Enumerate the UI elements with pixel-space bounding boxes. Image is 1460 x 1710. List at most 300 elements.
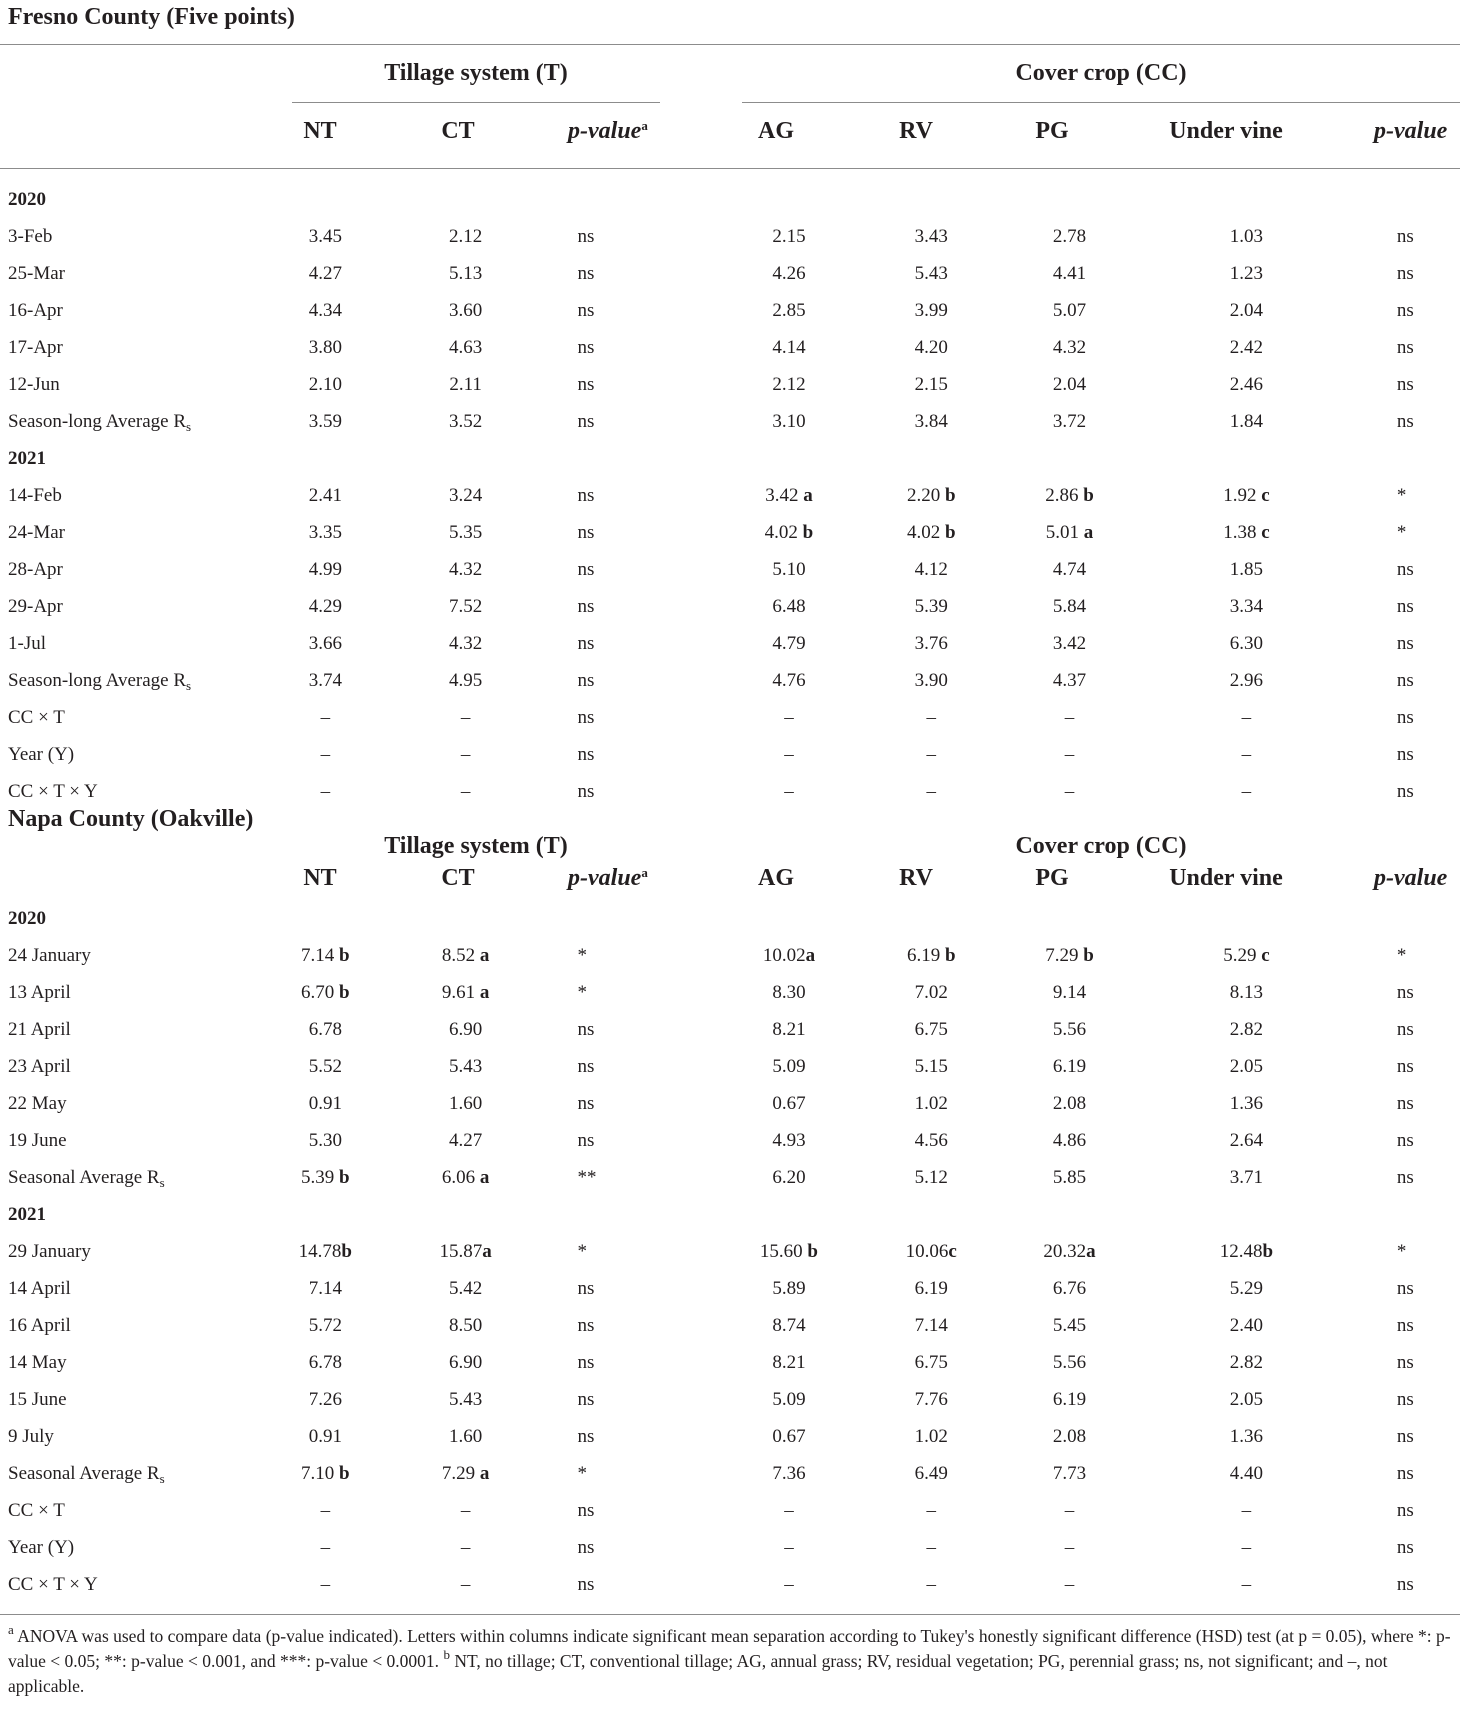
significance-letter: a xyxy=(479,1167,490,1188)
significance-letter: a xyxy=(479,945,490,966)
table-row xyxy=(0,662,1460,699)
cell-tp: ns xyxy=(577,1056,595,1077)
cell-ag: – xyxy=(784,1574,794,1595)
napa-cover-crop-group-header: Cover crop (CC) xyxy=(1015,833,1187,859)
cell-ct: 2.12 xyxy=(449,226,483,247)
table-row xyxy=(0,1307,1460,1344)
table-row xyxy=(0,514,1460,551)
cell-nt: 2.10 xyxy=(308,374,342,395)
cell-ct: 5.43 xyxy=(449,1389,483,1410)
significance-letter: b xyxy=(339,1167,350,1188)
year-row xyxy=(0,900,1460,937)
cell-rv: 3.76 xyxy=(914,633,948,654)
table-row xyxy=(0,551,1460,588)
cell-ct: 7.29 a xyxy=(441,1463,490,1484)
cell-cp: ns xyxy=(1396,982,1414,1003)
cell-tp: ns xyxy=(577,522,595,543)
napa-tillage-group-header: Tillage system (T) xyxy=(384,833,568,859)
cell-pg: 2.78 xyxy=(1052,226,1087,247)
cell-uv: 1.85 xyxy=(1229,559,1264,580)
cell-pg: 2.04 xyxy=(1052,374,1087,395)
cell-nt: 5.39 b xyxy=(301,1167,350,1188)
cell-tp: ns xyxy=(577,596,595,617)
row-label: 17-Apr xyxy=(8,337,63,358)
cell-ag: 8.30 xyxy=(772,982,806,1003)
cell-tp: ns xyxy=(577,781,595,802)
cell-pg: 5.84 xyxy=(1052,596,1087,617)
row-label: 22 May xyxy=(8,1093,67,1114)
cell-uv: 2.82 xyxy=(1229,1352,1264,1373)
significance-letter: b xyxy=(1262,1241,1274,1262)
napa-col-ag-header: AG xyxy=(758,865,794,891)
cell-ct: – xyxy=(460,1537,471,1558)
cell-uv: 1.03 xyxy=(1229,226,1264,247)
cell-ag: 0.67 xyxy=(772,1093,806,1114)
cell-nt: 14.78b xyxy=(298,1241,352,1262)
cell-nt: 5.30 xyxy=(308,1130,342,1151)
row-label: Season-long Average $R_s$ xyxy=(8,411,192,434)
significance-letter: c xyxy=(948,1241,957,1262)
cell-cp: * xyxy=(1396,522,1407,543)
table-row xyxy=(0,1566,1460,1603)
cell-pg: 6.19 xyxy=(1052,1056,1087,1077)
cell-tp: ns xyxy=(577,670,595,691)
cell-pg: 4.32 xyxy=(1052,337,1087,358)
cell-cp: ns xyxy=(1396,1500,1414,1521)
cell-ct: 4.27 xyxy=(449,1130,483,1151)
cell-rv: 6.19 xyxy=(914,1278,948,1299)
row-label: 16 April xyxy=(8,1315,71,1336)
significance-letter: a xyxy=(803,485,813,506)
cell-nt: – xyxy=(320,744,331,765)
cell-ag: 8.21 xyxy=(772,1019,806,1040)
cell-ct: 3.60 xyxy=(449,300,483,321)
table-footnote: $^a$ ANOVA was used to compare data (p-value indicated). Letters within columns indicate significant mean separation according to Tukey's honestly significant difference (HSD) test (at p = 0.05), where *: p-value < 0.05; **: p-value < 0.001, and ***: p-value < 0.0001. $^b$ NT, no tillage; CT, conventional tillage; AG, annual grass; RV, residual vegetation; PG, perennial grass; ns, not significant; and –, not applicable. xyxy=(8,1622,1451,1696)
cell-tp: ns xyxy=(577,226,595,247)
cell-tp: ns xyxy=(577,707,595,728)
table-row xyxy=(0,1529,1460,1566)
cell-ct: – xyxy=(460,1500,471,1521)
cell-ag: – xyxy=(784,781,794,802)
cell-ag: 5.89 xyxy=(772,1278,806,1299)
cell-nt: 7.10 b xyxy=(301,1463,350,1484)
header-bottom-rule xyxy=(0,168,1460,169)
cell-rv: 6.75 xyxy=(914,1352,948,1373)
cell-rv: 3.99 xyxy=(914,300,948,321)
cell-cp: ns xyxy=(1396,596,1414,617)
cell-pg: – xyxy=(1064,1537,1075,1558)
cell-ct: 6.90 xyxy=(449,1352,483,1373)
tillage-group-rule xyxy=(292,102,660,103)
cell-pg: 6.19 xyxy=(1052,1389,1087,1410)
cell-rv: 7.02 xyxy=(914,982,948,1003)
cell-ct: 5.35 xyxy=(449,522,483,543)
row-label: Seasonal Average $R_s$ xyxy=(8,1167,165,1190)
cell-rv: – xyxy=(926,1574,937,1595)
table-row xyxy=(0,773,1460,810)
row-label: 25-Mar xyxy=(8,263,65,284)
cell-uv: 1.36 xyxy=(1229,1426,1264,1447)
cell-nt: 0.91 xyxy=(308,1093,342,1114)
cell-tp: ns xyxy=(577,1093,595,1114)
cell-tp: ns xyxy=(577,1315,595,1336)
cell-cp: ns xyxy=(1396,633,1414,654)
significance-letter: b xyxy=(341,1241,352,1262)
cell-uv: 5.29 c xyxy=(1223,945,1270,966)
cell-rv: 4.12 xyxy=(914,559,948,580)
napa-col-pg-header: PG xyxy=(1035,865,1069,891)
table-row xyxy=(0,937,1460,974)
row-label: 24-Mar xyxy=(8,522,65,543)
cell-rv: 1.02 xyxy=(914,1093,948,1114)
cell-ag: 3.10 xyxy=(772,411,806,432)
table-row xyxy=(0,329,1460,366)
cell-nt: 6.78 xyxy=(308,1019,342,1040)
cell-cp: ns xyxy=(1396,1278,1414,1299)
cell-tp: ns xyxy=(577,1352,595,1373)
cell-rv: – xyxy=(926,1500,937,1521)
cell-ag: 2.85 xyxy=(772,300,806,321)
table-row xyxy=(0,1233,1460,1270)
cell-pg: 5.56 xyxy=(1052,1019,1087,1040)
significance-letter: a xyxy=(479,982,490,1003)
cell-pg: 7.29 b xyxy=(1045,945,1094,966)
table-row xyxy=(0,1159,1460,1196)
cell-pg: 3.72 xyxy=(1052,411,1087,432)
cell-nt: 0.91 xyxy=(308,1426,342,1447)
cell-uv: 1.36 xyxy=(1229,1093,1264,1114)
cell-ag: 2.12 xyxy=(772,374,806,395)
cell-tp: ns xyxy=(577,1426,595,1447)
cell-cp: ns xyxy=(1396,337,1414,358)
cell-uv: 2.40 xyxy=(1229,1315,1264,1336)
row-label: 29-Apr xyxy=(8,596,63,617)
significance-letter: b xyxy=(944,945,956,966)
cell-cp: ns xyxy=(1396,1093,1414,1114)
cell-cp: * xyxy=(1396,945,1407,966)
row-label: 14 April xyxy=(8,1278,71,1299)
cell-ag: 4.93 xyxy=(772,1130,806,1151)
col-nt-header: NT xyxy=(303,118,337,144)
cell-ct: – xyxy=(460,781,471,802)
cell-nt: 7.14 b xyxy=(301,945,350,966)
cell-rv: 2.20 b xyxy=(906,485,956,506)
cell-ag: 4.76 xyxy=(772,670,806,691)
row-label: CC × T × Y xyxy=(8,1574,98,1595)
year-label: 2020 xyxy=(8,189,46,210)
cell-ag: 5.09 xyxy=(772,1056,806,1077)
napa-col-cover-pvalue-header: p-value xyxy=(1374,865,1448,891)
cell-cp: ns xyxy=(1396,374,1414,395)
cell-ct: 5.42 xyxy=(449,1278,483,1299)
napa-col-ct-header: CT xyxy=(441,865,475,891)
napa-data-table xyxy=(0,900,1460,1603)
significance-letter: b xyxy=(339,1463,350,1484)
cell-cp: ns xyxy=(1396,1574,1414,1595)
cell-ag: – xyxy=(784,707,794,728)
cell-rv: 5.15 xyxy=(914,1056,948,1077)
cell-ct: 4.32 xyxy=(449,633,483,654)
cell-ct: – xyxy=(460,744,471,765)
table-bottom-rule xyxy=(0,1614,1460,1615)
cell-ag: 4.02 b xyxy=(764,522,814,543)
cell-ag: 10.02a xyxy=(762,945,816,966)
row-label: 23 April xyxy=(8,1056,71,1077)
cell-uv: 6.30 xyxy=(1229,633,1264,654)
cell-tp: ** xyxy=(577,1167,597,1188)
row-label: Year (Y) xyxy=(8,1537,75,1558)
significance-letter: a xyxy=(482,1241,492,1262)
cell-tp: * xyxy=(577,982,587,1003)
significance-letter: a xyxy=(1086,1241,1096,1262)
cell-uv: – xyxy=(1241,744,1252,765)
tillage-group-header: Tillage system (T) xyxy=(384,60,568,86)
cell-uv: 1.92 c xyxy=(1223,485,1270,506)
table-row xyxy=(0,255,1460,292)
cell-cp: ns xyxy=(1396,1352,1414,1373)
cell-tp: ns xyxy=(577,633,595,654)
cell-tp: * xyxy=(577,1463,587,1484)
cell-ag: 5.10 xyxy=(772,559,806,580)
table-row xyxy=(0,625,1460,662)
cell-uv: 3.71 xyxy=(1229,1167,1264,1188)
fresno-data-table xyxy=(0,181,1460,810)
cell-uv: 2.46 xyxy=(1229,374,1264,395)
significance-letter: a xyxy=(1083,522,1094,543)
cell-nt: – xyxy=(320,1500,331,1521)
cell-tp: ns xyxy=(577,1574,595,1595)
cell-uv: – xyxy=(1241,707,1252,728)
cell-rv: 3.43 xyxy=(914,226,948,247)
cell-pg: 4.74 xyxy=(1052,559,1087,580)
table-row xyxy=(0,1455,1460,1492)
napa-col-under-vine-header: Under vine xyxy=(1169,865,1283,891)
cell-tp: ns xyxy=(577,1019,595,1040)
cell-cp: ns xyxy=(1396,744,1414,765)
cell-ct: 3.24 xyxy=(449,485,483,506)
cell-ag: 8.21 xyxy=(772,1352,806,1373)
cell-ag: 6.20 xyxy=(772,1167,806,1188)
row-label: 15 June xyxy=(8,1389,67,1410)
cell-nt: 4.27 xyxy=(308,263,342,284)
cell-rv: 6.19 b xyxy=(906,945,956,966)
cell-nt: 3.74 xyxy=(308,670,342,691)
cell-ct: 15.87a xyxy=(439,1241,492,1262)
napa-col-tillage-pvalue-header: p-value$^a$ xyxy=(568,865,648,891)
cell-pg: – xyxy=(1064,744,1075,765)
row-label: CC × T xyxy=(8,707,65,728)
cell-nt: 6.70 b xyxy=(301,982,350,1003)
cell-uv: – xyxy=(1241,1500,1252,1521)
cell-ag: 4.26 xyxy=(772,263,806,284)
table-row xyxy=(0,1048,1460,1085)
cell-ct: – xyxy=(460,1574,471,1595)
napa-section-title: Napa County (Oakville) xyxy=(8,806,254,832)
cell-tp: ns xyxy=(577,300,595,321)
cell-pg: 4.37 xyxy=(1052,670,1087,691)
cell-tp: ns xyxy=(577,411,595,432)
cell-ct: 7.52 xyxy=(449,596,483,617)
cell-uv: 8.13 xyxy=(1229,982,1264,1003)
cell-uv: – xyxy=(1241,1574,1252,1595)
table-row xyxy=(0,477,1460,514)
cell-ct: 4.32 xyxy=(449,559,483,580)
cell-cp: ns xyxy=(1396,1130,1414,1151)
cell-ag: 4.14 xyxy=(772,337,806,358)
row-label: 19 June xyxy=(8,1130,67,1151)
cell-ag: – xyxy=(784,1500,794,1521)
cell-rv: 5.39 xyxy=(914,596,948,617)
cell-cp: ns xyxy=(1396,1537,1414,1558)
row-label: 9 July xyxy=(8,1426,54,1447)
napa-col-rv-header: RV xyxy=(899,865,933,891)
cell-uv: 3.34 xyxy=(1229,596,1264,617)
cell-nt: 5.52 xyxy=(308,1056,342,1077)
cell-rv: 4.02 b xyxy=(906,522,956,543)
significance-letter: b xyxy=(944,522,956,543)
cell-pg: 9.14 xyxy=(1052,982,1087,1003)
cell-rv: 7.14 xyxy=(914,1315,948,1336)
cell-pg: 4.41 xyxy=(1052,263,1087,284)
cell-cp: ns xyxy=(1396,1056,1414,1077)
cell-uv: 2.82 xyxy=(1229,1019,1264,1040)
cell-tp: ns xyxy=(577,1537,595,1558)
cell-ct: 4.63 xyxy=(449,337,483,358)
cell-cp: ns xyxy=(1396,263,1414,284)
cell-nt: – xyxy=(320,781,331,802)
cell-ag: 5.09 xyxy=(772,1389,806,1410)
cell-pg: – xyxy=(1064,707,1075,728)
table-row xyxy=(0,218,1460,255)
table-row xyxy=(0,1122,1460,1159)
cell-pg: 5.85 xyxy=(1052,1167,1087,1188)
significance-letter: b xyxy=(339,982,350,1003)
cell-cp: ns xyxy=(1396,559,1414,580)
cell-uv: 1.84 xyxy=(1229,411,1264,432)
significance-letter: b xyxy=(802,522,814,543)
cell-tp: ns xyxy=(577,374,595,395)
cell-rv: – xyxy=(926,781,937,802)
cell-ag: 6.48 xyxy=(772,596,806,617)
cell-uv: 2.05 xyxy=(1229,1056,1264,1077)
cell-tp: ns xyxy=(577,1389,595,1410)
row-label: CC × T xyxy=(8,1500,65,1521)
cell-nt: 7.26 xyxy=(308,1389,342,1410)
row-label: CC × T × Y xyxy=(8,781,98,802)
table-row xyxy=(0,1270,1460,1307)
cell-nt: 3.35 xyxy=(308,522,342,543)
cell-cp: ns xyxy=(1396,1389,1414,1410)
cell-pg: 2.08 xyxy=(1052,1426,1087,1447)
table-row xyxy=(0,1085,1460,1122)
cell-nt: – xyxy=(320,707,331,728)
cell-tp: ns xyxy=(577,263,595,284)
row-label: 29 January xyxy=(8,1241,91,1262)
cell-ct: 8.52 a xyxy=(441,945,490,966)
cell-rv: 2.15 xyxy=(914,374,948,395)
significance-letter: b xyxy=(1083,485,1094,506)
cell-pg: 20.32a xyxy=(1043,1241,1096,1262)
cell-rv: 6.75 xyxy=(914,1019,948,1040)
table-row xyxy=(0,1344,1460,1381)
cell-rv: 5.12 xyxy=(914,1167,948,1188)
cell-nt: 5.72 xyxy=(308,1315,342,1336)
cell-tp: ns xyxy=(577,559,595,580)
cell-pg: 3.42 xyxy=(1052,633,1087,654)
cell-nt: 4.29 xyxy=(308,596,342,617)
cell-ct: 9.61 a xyxy=(441,982,490,1003)
cell-uv: 2.96 xyxy=(1229,670,1264,691)
row-label: 28-Apr xyxy=(8,559,63,580)
cell-uv: – xyxy=(1241,781,1252,802)
cover-crop-group-header: Cover crop (CC) xyxy=(1015,60,1187,86)
col-ct-header: CT xyxy=(441,118,475,144)
cell-uv: 5.29 xyxy=(1229,1278,1264,1299)
row-label: 24 January xyxy=(8,945,91,966)
cell-ct: 8.50 xyxy=(449,1315,483,1336)
significance-letter: b xyxy=(1083,945,1094,966)
col-pg-header: PG xyxy=(1035,118,1069,144)
cell-ct: 4.95 xyxy=(449,670,483,691)
cell-ct: 1.60 xyxy=(449,1093,483,1114)
cell-ct: 1.60 xyxy=(449,1426,483,1447)
cell-pg: – xyxy=(1064,1500,1075,1521)
cell-cp: ns xyxy=(1396,300,1414,321)
table-row xyxy=(0,1011,1460,1048)
cell-pg: 7.73 xyxy=(1052,1463,1087,1484)
cell-rv: – xyxy=(926,707,937,728)
cell-tp: * xyxy=(577,1241,587,1262)
cell-tp: ns xyxy=(577,1130,595,1151)
cell-cp: ns xyxy=(1396,1463,1414,1484)
cell-pg: 2.86 b xyxy=(1045,485,1094,506)
col-cover-pvalue-header: p-value xyxy=(1374,118,1448,144)
cell-uv: 1.38 c xyxy=(1223,522,1270,543)
cell-pg: – xyxy=(1064,1574,1075,1595)
cell-cp: ns xyxy=(1396,1167,1414,1188)
cell-ag: 8.74 xyxy=(772,1315,806,1336)
significance-letter: a xyxy=(805,945,816,966)
row-label: 12-Jun xyxy=(8,374,60,395)
cell-uv: 2.64 xyxy=(1229,1130,1264,1151)
cell-nt: 3.59 xyxy=(308,411,342,432)
cell-uv: – xyxy=(1241,1537,1252,1558)
year-row xyxy=(0,440,1460,477)
row-label: 14 May xyxy=(8,1352,67,1373)
significance-letter: b xyxy=(339,945,350,966)
cell-pg: 5.01 a xyxy=(1045,522,1094,543)
cell-pg: 5.07 xyxy=(1052,300,1087,321)
cell-cp: ns xyxy=(1396,1315,1414,1336)
cell-rv: 5.43 xyxy=(914,263,948,284)
table-row xyxy=(0,292,1460,329)
row-label: 21 April xyxy=(8,1019,71,1040)
cover-group-rule xyxy=(742,102,1460,103)
col-tillage-pvalue-header: p-value$^a$ xyxy=(568,118,648,144)
row-label: 14-Feb xyxy=(8,485,62,506)
fresno-section-title: Fresno County (Five points) xyxy=(8,4,295,30)
cell-rv: 4.20 xyxy=(914,337,948,358)
cell-pg: 6.76 xyxy=(1052,1278,1087,1299)
significance-letter: c xyxy=(1261,945,1270,966)
cell-rv: 10.06c xyxy=(905,1241,957,1262)
significance-letter: b xyxy=(807,1241,818,1262)
cell-tp: * xyxy=(577,945,587,966)
table-row xyxy=(0,699,1460,736)
cell-ct: – xyxy=(460,707,471,728)
significance-letter: a xyxy=(479,1463,490,1484)
cell-uv: 2.05 xyxy=(1229,1389,1264,1410)
